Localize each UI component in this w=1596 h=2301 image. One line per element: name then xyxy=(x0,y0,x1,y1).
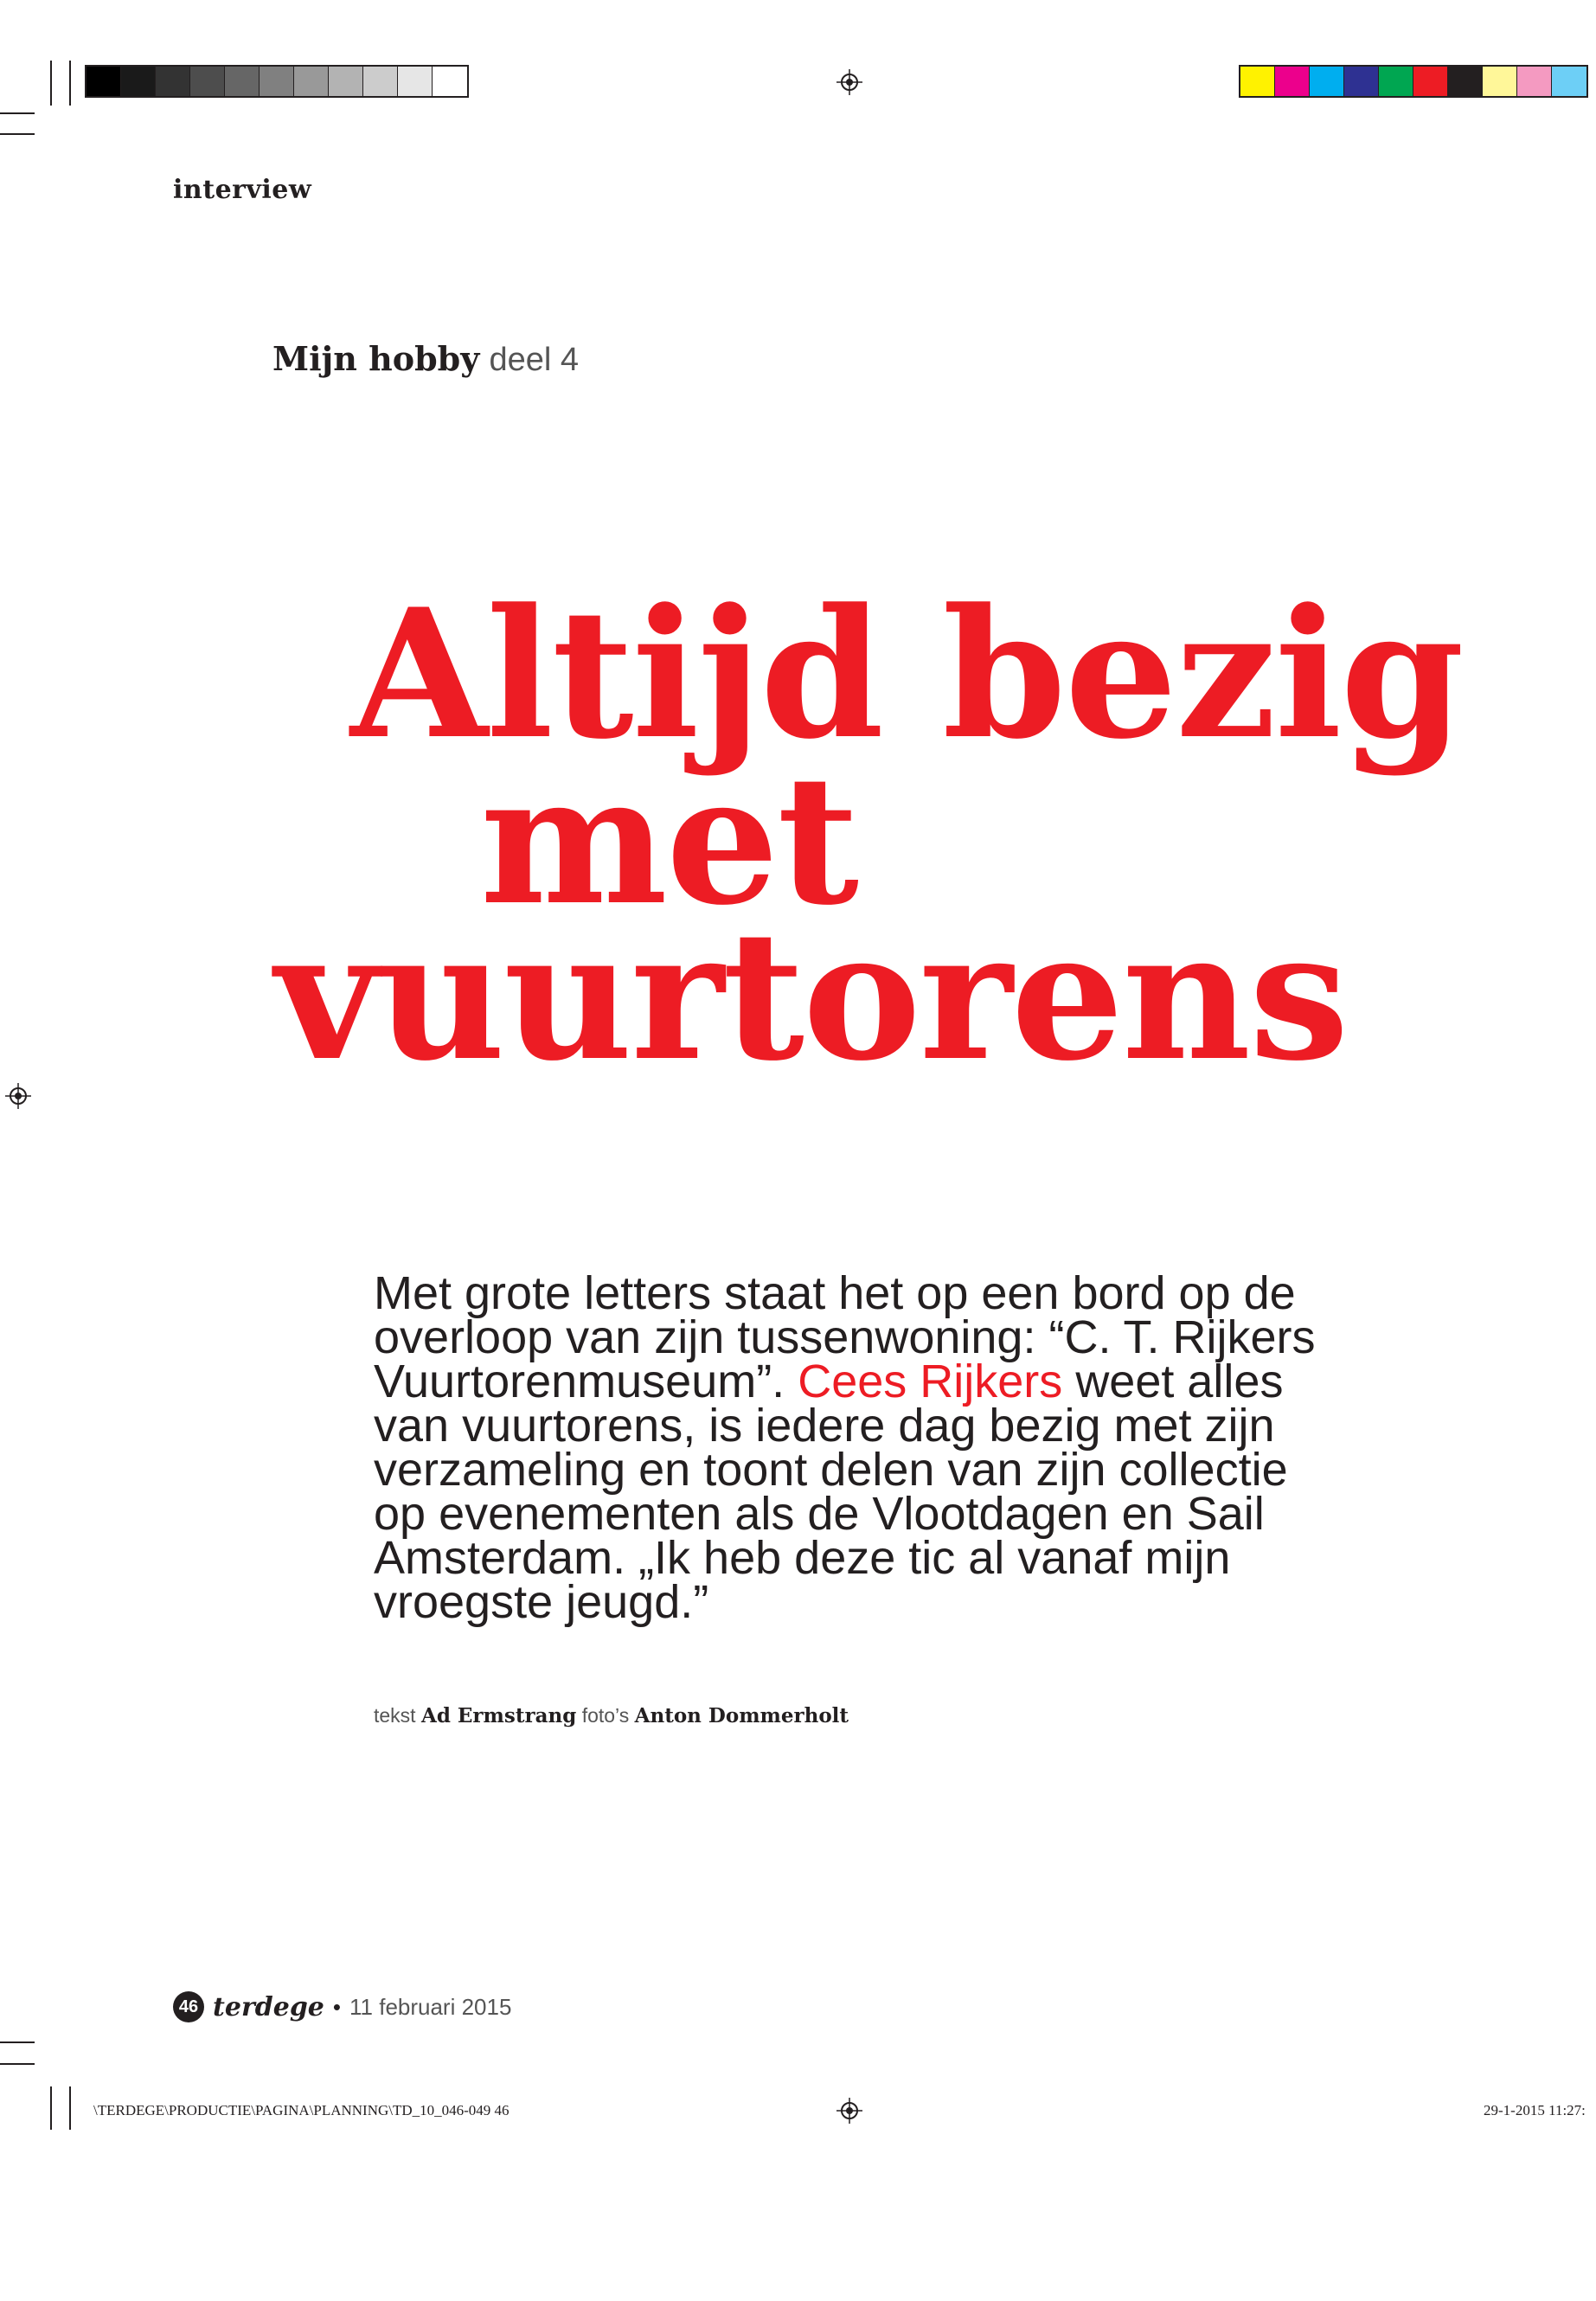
color-swatch xyxy=(1344,67,1379,96)
crop-mark xyxy=(0,2041,35,2043)
headline-line-2: met xyxy=(480,737,858,945)
intro-paragraph xyxy=(374,1267,1334,1628)
crop-mark xyxy=(50,2086,52,2130)
color-swatch xyxy=(1379,67,1413,96)
series-title xyxy=(272,339,579,379)
color-swatch xyxy=(87,67,121,96)
intro-person-name: Cees Rijkers xyxy=(798,1356,1063,1407)
color-swatch xyxy=(190,67,225,96)
color-swatch xyxy=(121,67,156,96)
folio-bullet: • xyxy=(332,1993,341,2020)
credit-photo-label: foto’s xyxy=(581,1704,630,1727)
color-swatch xyxy=(433,67,467,96)
intro-text-1: Met grote letters staat het op een bord op de overloop van zijn tussenwoning: “C. T. Rijkers Vuurtorenmuseum”. xyxy=(374,1267,1316,1407)
grayscale-strip xyxy=(85,65,469,98)
color-swatch xyxy=(398,67,433,96)
crop-mark xyxy=(0,112,35,114)
color-swatch xyxy=(1275,67,1310,96)
crop-mark xyxy=(50,61,52,106)
crop-mark xyxy=(69,2086,71,2130)
color-swatch xyxy=(363,67,398,96)
series-part: deel 4 xyxy=(489,342,579,378)
series-name: Mijn hobby xyxy=(272,339,480,378)
headline-line-3: vuurtorens xyxy=(275,893,1348,1100)
color-swatch xyxy=(260,67,294,96)
color-swatch xyxy=(294,67,329,96)
crop-mark xyxy=(0,133,35,135)
color-swatch xyxy=(1310,67,1344,96)
slug-path: \TERDEGE\PRODUCTIE\PAGINA\PLANNING\TD_10_046-049 46 xyxy=(93,2102,510,2118)
crop-mark xyxy=(0,2063,35,2065)
color-swatch xyxy=(225,67,260,96)
credit-text-label: tekst xyxy=(374,1704,416,1727)
issue-date: 11 februari 2015 xyxy=(349,1993,512,2020)
credits xyxy=(374,1704,849,1727)
headline-line-1: Altijd bezig xyxy=(350,571,1463,779)
registration-mark-icon xyxy=(5,1083,31,1109)
credit-photographer: Anton Dommerholt xyxy=(634,1704,849,1727)
color-swatch xyxy=(329,67,363,96)
color-swatch xyxy=(1483,67,1517,96)
magazine-logo: terdege xyxy=(213,1991,324,2022)
registration-mark-icon xyxy=(836,69,862,95)
crop-mark xyxy=(69,61,71,106)
color-swatch xyxy=(156,67,190,96)
color-strip xyxy=(1239,65,1588,98)
folio xyxy=(173,1991,511,2022)
page-number: 46 xyxy=(173,1991,204,2022)
credit-author: Ad Ermstrang xyxy=(420,1704,577,1727)
color-swatch xyxy=(1517,67,1552,96)
color-swatch xyxy=(1413,67,1448,96)
slug-timestamp: 29-1-2015 11:27: xyxy=(1484,2102,1586,2118)
color-swatch xyxy=(1240,67,1275,96)
intro-text-2: weet alles van vuurtorens, is iedere dag bezig met zijn verzameling en toont delen van zijn collectie op evenementen als de Vlootdagen en Sail Amsterdam. „Ik heb deze tic al vanaf mijn vroegste jeugd.” xyxy=(374,1356,1288,1628)
section-label: interview xyxy=(173,175,312,205)
color-swatch xyxy=(1448,67,1483,96)
registration-mark-icon xyxy=(836,2098,862,2124)
color-swatch xyxy=(1552,67,1586,96)
